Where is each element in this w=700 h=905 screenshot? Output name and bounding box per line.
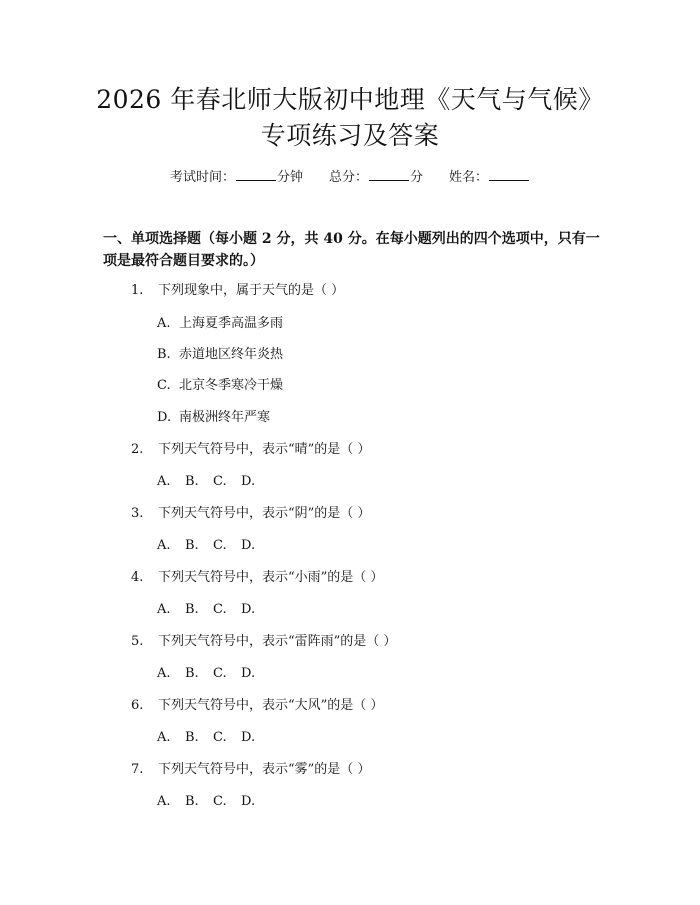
choice-c: C.: [213, 794, 227, 809]
exam-time-unit: 分钟: [276, 170, 303, 185]
total-score-unit: 分: [410, 170, 424, 185]
total-score-label: 总分：: [328, 170, 368, 185]
question-number: 2.: [131, 442, 144, 457]
question-1-option-a: [157, 315, 283, 333]
question-1: [131, 282, 344, 300]
question-text: 下列天气符号中，表示“雷阵雨”的是（ ）: [158, 634, 397, 649]
choice-d: D.: [241, 602, 256, 617]
option-text: 上海夏季高温多雨: [179, 316, 284, 331]
option-label: B.: [157, 347, 171, 362]
question-text: 下列天气符号中，表示“阴”的是（ ）: [158, 506, 371, 521]
option-text: 赤道地区终年炎热: [179, 347, 284, 362]
choice-d: D.: [241, 730, 256, 745]
choice-b: B.: [185, 474, 199, 489]
option-label: A.: [157, 316, 171, 331]
choice-a: A.: [157, 666, 171, 681]
question-5: [131, 633, 396, 651]
question-7-choices: [157, 793, 269, 811]
question-2-choices: [157, 473, 269, 491]
question-text: 下列天气符号中，表示“大风”的是（ ）: [158, 698, 384, 713]
choice-b: B.: [185, 794, 199, 809]
question-number: 6.: [131, 698, 144, 713]
question-1-option-b: [157, 346, 283, 364]
question-4-choices: [157, 601, 269, 619]
exam-time-blank: [236, 168, 276, 181]
choice-c: C.: [213, 602, 227, 617]
question-text: 下列天气符号中，表示“雾”的是（ ）: [158, 762, 371, 777]
choice-b: B.: [185, 730, 199, 745]
question-number: 7.: [131, 762, 144, 777]
choice-a: A.: [157, 730, 171, 745]
option-text: 北京冬季寒冷干燥: [179, 378, 284, 393]
question-1-option-d: [157, 409, 270, 427]
total-score-blank: [369, 168, 409, 181]
question-6-choices: [157, 729, 269, 747]
document-title-line-2: 专项练习及答案: [260, 121, 440, 150]
question-number: 4.: [131, 570, 144, 585]
choice-a: A.: [157, 602, 171, 617]
exam-info-row: [0, 168, 700, 187]
choice-c: C.: [213, 730, 227, 745]
choice-d: D.: [241, 538, 256, 553]
choice-b: B.: [185, 666, 199, 681]
question-3-choices: [157, 537, 269, 555]
option-label: D.: [157, 410, 172, 425]
section-heading: 一、单项选择题（每小题 2 分，共 40 分。在每小题列出的四个选项中，只有一项是最符合题目要求的。）: [103, 231, 600, 269]
question-3: [131, 505, 370, 523]
question-text: 下列现象中，属于天气的是（ ）: [158, 283, 345, 298]
choice-c: C.: [213, 538, 227, 553]
choice-c: C.: [213, 666, 227, 681]
student-name-label: 姓名：: [449, 170, 489, 185]
choice-b: B.: [185, 538, 199, 553]
question-text: 下列天气符号中，表示“小雨”的是（ ）: [158, 570, 384, 585]
question-text: 下列天气符号中，表示“晴”的是（ ）: [158, 442, 371, 457]
option-label: C.: [157, 378, 171, 393]
document-title-line-1: 2026 年春北师大版初中地理《天气与气候》: [96, 85, 604, 114]
choice-a: A.: [157, 538, 171, 553]
question-number: 1.: [131, 283, 144, 298]
question-2: [131, 441, 370, 459]
question-number: 5.: [131, 634, 144, 649]
exam-time-label: 考试时间：: [169, 170, 235, 185]
choice-a: A.: [157, 794, 171, 809]
question-7: [131, 761, 370, 779]
student-name-blank: [489, 168, 529, 181]
choice-d: D.: [241, 794, 256, 809]
question-6: [131, 697, 383, 715]
choice-b: B.: [185, 602, 199, 617]
option-text: 南极洲终年严寒: [179, 410, 271, 425]
choice-d: D.: [241, 666, 256, 681]
choice-a: A.: [157, 474, 171, 489]
question-number: 3.: [131, 506, 144, 521]
question-1-option-c: [157, 377, 283, 395]
choice-c: C.: [213, 474, 227, 489]
question-4: [131, 569, 383, 587]
question-5-choices: [157, 665, 269, 683]
choice-d: D.: [241, 474, 256, 489]
